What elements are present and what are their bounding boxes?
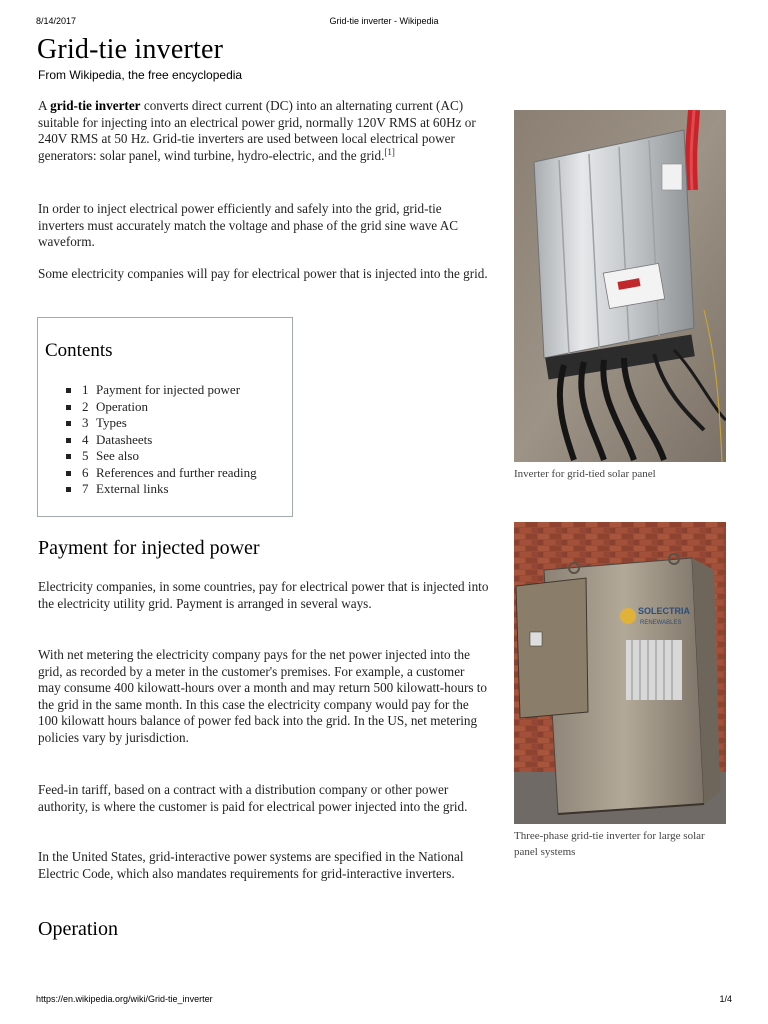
intro-paragraph-2 [38,201,490,251]
toc-item[interactable] [68,481,257,498]
page-title: Grid-tie inverter [37,34,224,65]
toc-item-link[interactable]: Payment for injected power [96,382,241,397]
toc-item-number: 5 [82,448,89,463]
toc-item[interactable] [68,465,257,482]
cabinet-logo-subtext: RENEWABLES [640,620,682,626]
inverter-illustration [514,110,726,462]
toc-item-link[interactable]: Datasheets [96,431,153,447]
bullet-icon [66,471,71,476]
toc-item[interactable] [68,448,257,465]
toc-item-link[interactable]: External links [96,481,169,496]
toc-item-link[interactable]: See also [96,448,139,463]
payment-text-2: With net metering the electricity company pays for the net power injected into the grid, as recorded by a meter in the customer's premises. For example, a customer may consume 400 kilowatt-hours over a month and may return 500 kilowatt-hours to the grid in the same month. In this case the electricity company would pay for the 100 kilowatt hours balance of power fed back into the grid. In the US, net metering policies vary by jurisdiction. [38,647,488,745]
toc-title: Contents [45,340,113,361]
intro-bold-term: grid-tie inverter [50,98,141,113]
toc-item[interactable] [68,432,257,449]
print-header [0,16,768,32]
toc-item-link[interactable]: Types [96,415,127,430]
intro-text-2: In order to inject electrical power efficiently and safely into the grid, grid-tie inverters must accurately match the voltage and phase of the grid sine wave AC waveform. [38,201,459,249]
intro-text-3: Some electricity companies will pay for electrical power that is injected into the grid. [38,266,488,281]
payment-paragraph-2 [38,647,490,746]
figure-inverter [514,110,726,482]
toc-item-number: 3 [82,415,89,430]
section-heading-operation: Operation [38,918,118,940]
toc-item[interactable] [68,382,257,399]
toc-item-number: 4 [82,431,89,447]
bullet-icon [66,405,71,410]
print-url: https://en.wikipedia.org/wiki/Grid-tie_inverter [36,994,213,1004]
toc-item-number: 6 [82,464,89,480]
payment-paragraph-1 [38,579,490,612]
toc-item-link[interactable]: Operation [96,398,148,414]
bullet-icon [66,438,71,443]
intro-paragraph-1 [38,98,490,164]
table-of-contents [37,317,293,517]
bullet-icon [66,421,71,426]
payment-text-1: Electricity companies, in some countries, pay for electrical power that is injected into the electricity utility grid. Payment is arranged in several ways. [38,579,489,611]
toc-item-number: 2 [82,398,89,414]
page-subtitle: From Wikipedia, the free encyclopedia [38,68,243,82]
figure-caption: Inverter for grid-tied solar panel [514,468,656,480]
payment-text-4: In the United States, grid-interactive power systems are specified in the National Electric Code, which also mandates requirements for grid-interactive inverters. [38,849,464,881]
toc-item-number: 7 [82,481,89,496]
print-page-number: 1/4 [719,994,732,1004]
figure-three-phase-inverter [514,522,726,860]
print-footer [0,994,768,1010]
print-page-title: Grid-tie inverter - Wikipedia [329,16,439,26]
intro-text-rest: converts direct current (DC) into an alternating current (AC) suitable for injecting into an electrical power grid, normally 120V RMS at 60Hz or 240V RMS at 50 Hz. Grid-tie inverters are used between local electrical power generators: solar panel, wind turbine, hydro-electric, and the grid. [38,98,476,163]
payment-paragraph-4 [38,849,490,882]
inverter-photo[interactable] [514,110,726,462]
toc-item[interactable] [68,415,257,432]
intro-paragraph-3 [38,266,490,283]
print-date: 8/14/2017 [36,16,77,26]
bullet-icon [66,454,71,459]
section-heading-payment: Payment for injected power [38,537,260,559]
three-phase-inverter-photo[interactable] [514,522,726,824]
bullet-icon [66,388,71,393]
payment-text-3: Feed-in tariff, based on a contract with a distribution company or other power authority, is where the customer is paid for electrical power injected into the grid. [38,782,468,814]
toc-list [68,382,257,498]
three-phase-inverter-illustration [514,522,726,824]
bullet-icon [66,487,71,492]
payment-paragraph-3 [38,782,490,815]
toc-item[interactable] [68,399,257,416]
figure-caption: Three-phase grid-tie inverter for large solar panel systems [514,830,705,858]
cabinet-logo-text: SOLECTRIA [638,606,691,616]
toc-item-number: 1 [82,382,89,397]
toc-item-link[interactable]: References and further reading [96,464,257,480]
reference-link-1[interactable]: [1] [384,146,395,157]
intro-text-start: A [38,98,51,113]
